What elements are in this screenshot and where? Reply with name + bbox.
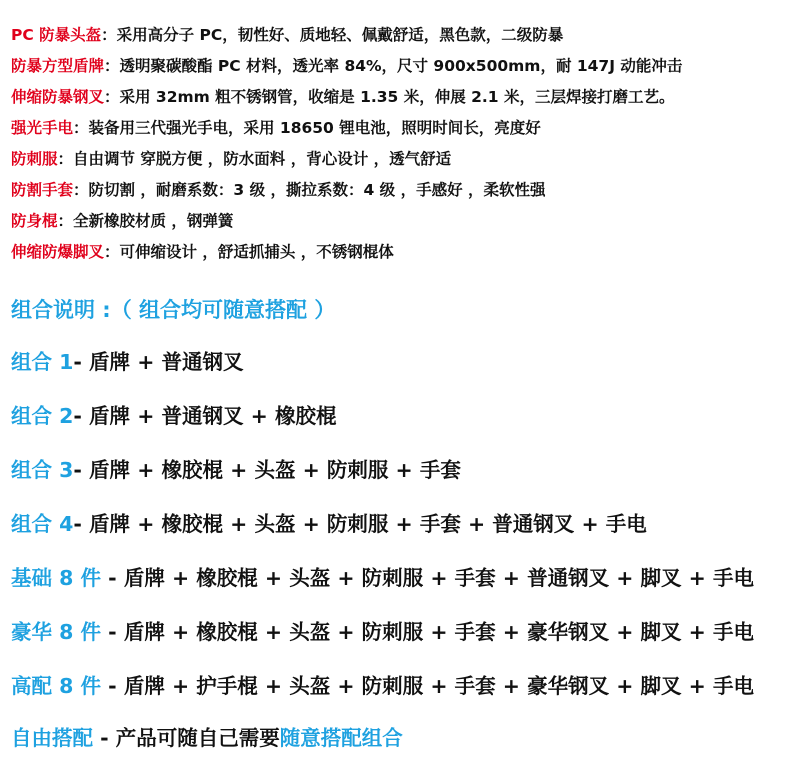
spec-name: 防割手套 [11,181,74,199]
combo-row [11,500,786,554]
spec-name: 伸缩防暴钢叉 [11,88,105,106]
spec-row-stab-vest [11,144,786,175]
free-combo-name: 自由搭配 [11,726,93,750]
spec-row-flashlight [11,113,786,144]
combo-name: 组合 4 [11,512,74,536]
combo-items: - 盾牌 + 护手棍 + 头盔 + 防刺服 + 手套 + 豪华钢叉 + 脚叉 + 手电 [101,674,754,698]
free-combo-highlight: 随意搭配组合 [279,726,403,750]
combo-items: - 盾牌 + 橡胶棍 + 头盔 + 防刺服 + 手套 + 普通钢叉 + 脚叉 + 手电 [101,566,754,590]
spec-name: 伸缩防爆脚叉 [11,243,105,261]
combo-items: - 盾牌 + 橡胶棍 + 头盔 + 防刺服 + 手套 + 普通钢叉 + 手电 [73,512,647,536]
free-combo-row [11,720,403,756]
combo-items: - 盾牌 + 橡胶棍 + 头盔 + 防刺服 + 手套 [73,458,461,482]
spec-name: 防暴方型盾牌 [11,57,105,75]
spec-name: 防刺服 [11,150,58,168]
combo-section-title: 组合说明 :（ 组合均可随意搭配 ） [11,298,336,322]
combo-name: 豪华 8 件 [11,620,102,644]
combo-list [11,338,786,716]
spec-row-baton [11,206,786,237]
combo-name: 组合 3 [11,458,74,482]
combo-row [11,338,786,392]
spec-name: 防身棍 [11,212,58,230]
spec-desc: ：装备用三代强光手电，采用 18650 锂电池，照明时间长，亮度好 [73,119,541,137]
spec-name: PC 防暴头盔 [11,26,102,44]
spec-row-shield [11,51,786,82]
combo-row [11,446,786,500]
combo-name: 组合 2 [11,404,74,428]
combo-row [11,608,786,662]
combo-name: 基础 8 件 [11,566,102,590]
combo-items: - 盾牌 + 橡胶棍 + 头盔 + 防刺服 + 手套 + 豪华钢叉 + 脚叉 + 手电 [101,620,754,644]
combo-row [11,662,786,716]
combo-items: - 盾牌 + 普通钢叉 [73,350,244,374]
combo-name: 组合 1 [11,350,74,374]
combo-row [11,392,786,446]
combo-row [11,554,786,608]
spec-desc: ：采用 32mm 粗不锈钢管，收缩是 1.35 米，伸展 2.1 米，三层焊接打磨工艺。 [104,88,675,106]
spec-row-leg-fork [11,237,786,268]
spec-desc: ：采用高分子 PC，韧性好、质地轻、佩戴舒适，黑色款，二级防暴 [101,26,564,44]
spec-desc: ：可伸缩设计 ，舒适抓捕头 ，不锈钢棍体 [104,243,394,261]
free-combo-text: - 产品可随自己需要 [93,726,280,750]
spec-desc: ：透明聚碳酸酯 PC 材料，透光率 84%，尺寸 900x500mm，耐 147J 动能冲击 [104,57,683,75]
product-spec-list [11,20,786,268]
spec-row-fork [11,82,786,113]
combo-items: - 盾牌 + 普通钢叉 + 橡胶棍 [73,404,337,428]
spec-desc: ：自由调节 穿脱方便 ，防水面料 ，背心设计 ，透气舒适 [57,150,452,168]
spec-row-gloves [11,175,786,206]
spec-name: 强光手电 [11,119,74,137]
spec-desc: ：全新橡胶材质 ，钢弹簧 [57,212,234,230]
spec-desc: ：防切割 ，耐磨系数：3 级 ，撕拉系数：4 级 ，手感好 ，柔软性强 [73,181,546,199]
spec-row-helmet [11,20,786,51]
combo-name: 高配 8 件 [11,674,102,698]
